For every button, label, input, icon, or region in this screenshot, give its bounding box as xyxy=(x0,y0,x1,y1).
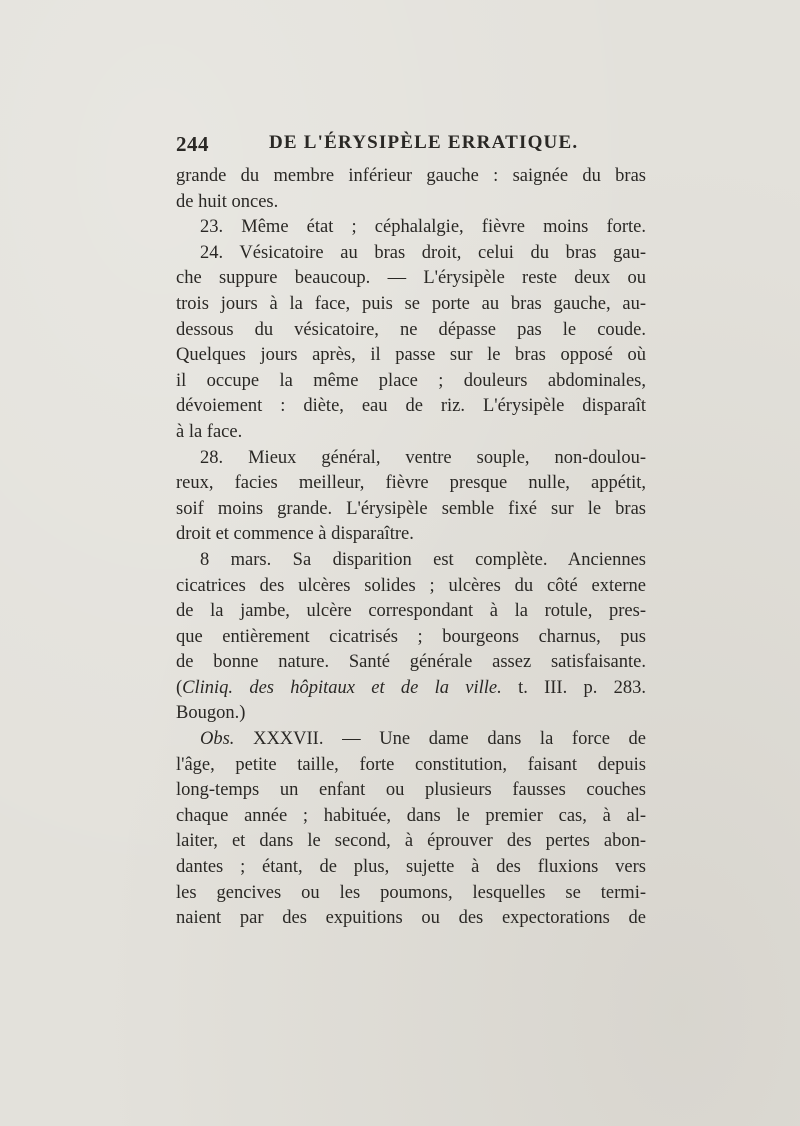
text-line: de huit onces. xyxy=(176,191,279,212)
text-line: Bougon.) xyxy=(176,703,246,724)
text-line: de bonne nature. Santé générale assez satisfaisante. xyxy=(176,652,646,673)
text-line: l'âge, petite taille, forte constitution, faisant depuis xyxy=(176,754,646,775)
citation-tome: t. xyxy=(518,677,528,698)
text-line: naient par des expuitions ou des expectorations de xyxy=(176,908,646,929)
text-line: cicatrices des ulcères solides ; ulcères du côté externe xyxy=(176,575,646,596)
text-line: il occupe la même place ; douleurs abdominales, xyxy=(176,370,646,391)
citation-source: Cliniq. des hôpitaux et de la ville. xyxy=(182,677,502,698)
text-line: à la face. xyxy=(176,421,243,442)
text-line: que entièrement cicatrisés ; bourgeons charnus, pus xyxy=(176,626,646,647)
text-line: droit et commence à disparaître. xyxy=(176,524,414,545)
citation-line xyxy=(176,676,646,702)
running-head xyxy=(176,130,646,160)
body-text xyxy=(176,164,646,932)
text-line: reux, facies meilleur, fièvre presque nulle, appétit, xyxy=(176,473,646,494)
text-line: che suppure beaucoup. — L'érysipèle reste deux ou xyxy=(176,268,646,289)
obs-number: XXXVII. xyxy=(253,729,324,750)
running-title: DE L'ÉRYSIPÈLE ERRATIQUE. xyxy=(269,132,579,153)
text-line: soif moins grande. L'érysipèle semble fixé sur le bras xyxy=(176,498,646,519)
text-line: les gencives ou les poumons, lesquelles se termi- xyxy=(176,882,646,903)
text-line: Quelques jours après, il passe sur le bras opposé où xyxy=(176,345,646,366)
text-line: chaque année ; habituée, dans le premier cas, à al- xyxy=(176,805,646,826)
text-line: grande du membre inférieur gauche : saignée du bras xyxy=(176,166,646,186)
text-line: long-temps un enfant ou plusieurs fausses couches xyxy=(176,780,646,801)
text-line: 8 mars. Sa disparition est complète. Anciennes xyxy=(200,549,646,570)
text-line: dévoiement : diète, eau de riz. L'érysipèle disparaît xyxy=(176,396,646,417)
text-line: 24. Vésicatoire au bras droit, celui du bras gau- xyxy=(200,242,646,263)
text-line: 28. Mieux général, ventre souple, non-doulou- xyxy=(200,447,646,468)
page-number: 244 xyxy=(176,132,209,156)
citation-reference: III. p. 283. xyxy=(544,677,647,698)
obs-label: Obs. xyxy=(200,729,235,750)
text-line: trois jours à la face, puis se porte au bras gauche, au- xyxy=(176,293,646,314)
text-line: laiter, et dans le second, à éprouver des pertes abon- xyxy=(176,831,646,852)
text-line: dantes ; étant, de plus, sujette à des fluxions vers xyxy=(176,857,646,878)
text-line: — Une dame dans la force de xyxy=(342,729,647,750)
observation-heading-line xyxy=(176,727,646,753)
citation-open: ( xyxy=(176,677,183,698)
text-line: de la jambe, ulcère correspondant à la rotule, pres- xyxy=(176,601,646,622)
text-line: dessous du vésicatoire, ne dépasse pas le coude. xyxy=(176,319,646,340)
text-line: 23. Même état ; céphalalgie, fièvre moins forte. xyxy=(200,217,646,238)
